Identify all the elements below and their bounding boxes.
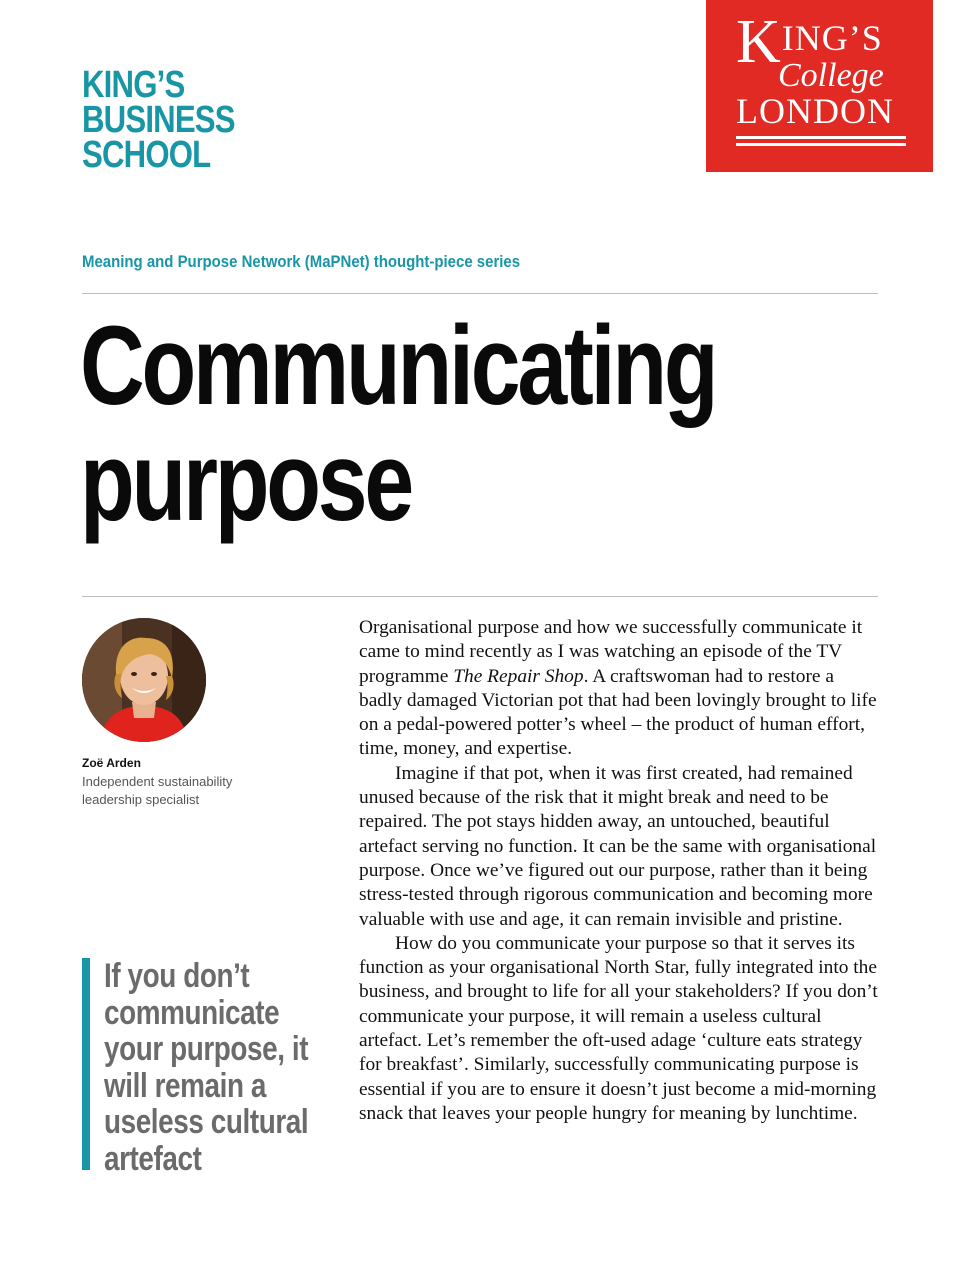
paragraph-text: . A craftswoman had to restore a badly damaged Victorian pot that had been lovingly brought to life on a pedal-powered potter’s wheel – the product of human effort, time, money, and expertise. [359,665,877,760]
kcl-college-text: College [778,57,884,94]
author-role: Independent sustainability leadership specialist [82,774,233,807]
kcl-kings-rest: ING’S [781,18,883,58]
logo-line: BUSINESS [82,99,235,141]
kcl-initial: K [736,8,782,76]
article-paragraph-1 [359,616,879,762]
kings-business-school-logo [82,64,235,176]
title-line-2: purpose [80,419,412,544]
logo-line: KING’S [82,64,185,106]
pull-quote [82,957,364,1178]
article-body [359,616,879,1126]
author-photo [82,618,206,742]
kcl-london-text: LONDON [736,91,894,131]
paragraph-text: Organisational purpose and how we successfully communicate it came to mind recently as I was watching an episode of the TV programme [359,617,863,687]
show-title: The Repair Shop [453,665,584,687]
page-title [80,303,716,544]
article-paragraph-2: Imagine if that pot, when it was first created, had remained unused because of the risk that it might break and need to be repaired. The pot stays hidden away, an untouched, beautiful artefact serving no function. It can be the same with organisational purpose. Once we’ve figured out our purpose, rather than it being stress-tested through rigorous communication and becoming more valuable with use and age, it can remain invisible and pristine. [359,762,877,930]
title-line-1: Communicating [80,303,716,428]
divider-middle [82,596,878,597]
logo-line: SCHOOL [82,134,211,176]
pull-quote-text: If you don’t communicate your purpose, it will remain a useless cultural artefact [104,957,309,1178]
kcl-rule [736,143,906,146]
kings-college-london-logo [706,0,933,172]
kcl-rule [736,136,906,139]
article-paragraph-3: How do you communicate your purpose so that it serves its function as your organisational North Star, fully integrated into the business, and brought to life for all your stakeholders? If you don’t communicate your purpose, it will remain a useless cultural artefact. Let’s remember the oft-used adage ‘culture eats strategy for breakfast’. Similarly, successfully communicating purpose is essential if you are to ensure it doesn’t just become a mid-morning snack that leaves your people hungry for meaning by lunchtime. [359,932,878,1124]
author-name: Zoë Arden [82,756,141,770]
series-label: Meaning and Purpose Network (MaPNet) thought-piece series [82,252,521,271]
divider-top [82,293,878,294]
